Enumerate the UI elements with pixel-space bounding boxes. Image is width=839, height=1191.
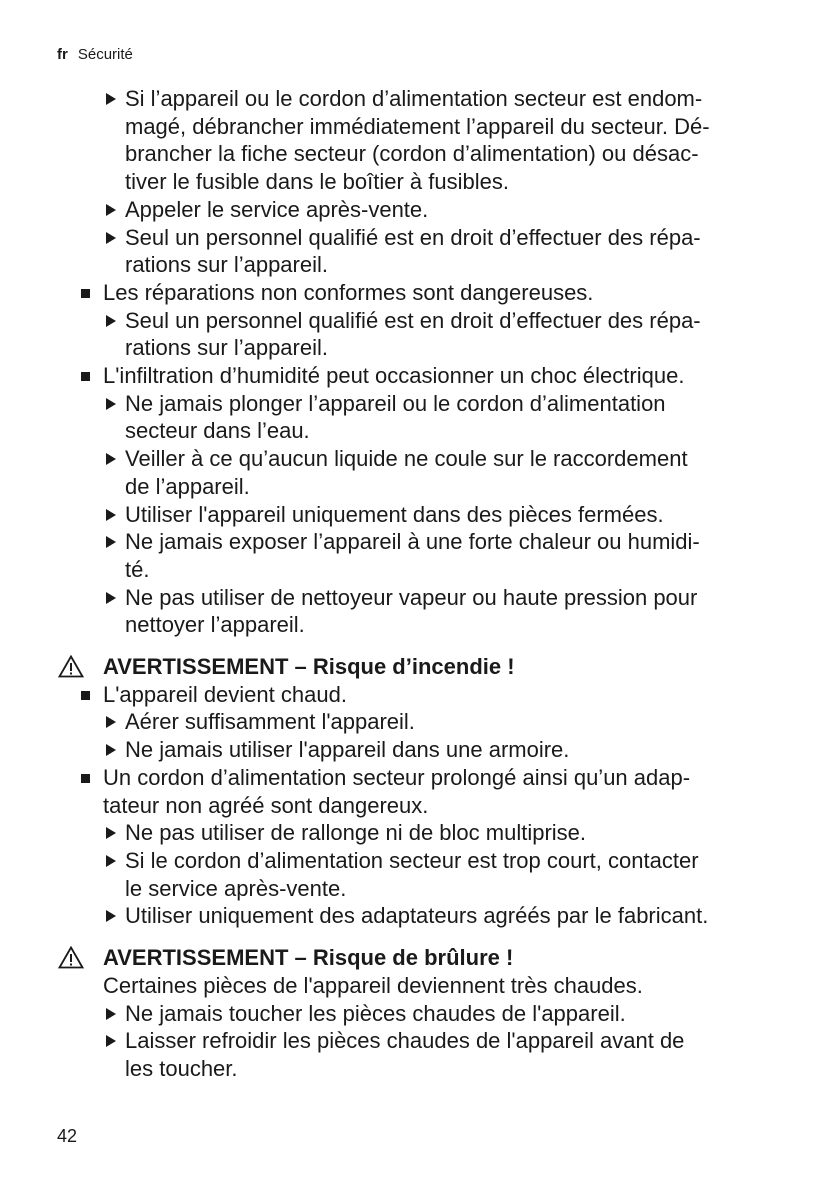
action-item: Laisser refroidir les pièces chaudes de l'appareil avant de — [0, 1027, 839, 1055]
action-item: Ne jamais plonger l’appareil ou le cordon d’alimentation — [0, 390, 839, 418]
arrow-bullet-icon — [106, 232, 116, 244]
warning-triangle-icon — [58, 946, 84, 969]
action-item: Ne pas utiliser de rallonge ni de bloc multiprise. — [0, 819, 839, 847]
arrow-bullet-icon — [106, 536, 116, 548]
action-item: Ne pas utiliser de nettoyeur vapeur ou haute pression pour — [0, 584, 839, 612]
square-bullet-icon — [81, 289, 90, 298]
action-item-cont: magé, débrancher immédiatement l’appareil du secteur. Dé- — [125, 113, 710, 139]
arrow-bullet-icon — [106, 509, 116, 521]
hazard-item: L'appareil devient chaud. — [0, 681, 839, 709]
arrow-bullet-icon — [106, 910, 116, 922]
action-item-cont: tiver le fusible dans le boîtier à fusibles. — [125, 169, 509, 195]
action-item: Aérer suffisamment l'appareil. — [0, 708, 839, 736]
action-item: Si l’appareil ou le cordon d’alimentation secteur est endom- — [0, 85, 839, 113]
arrow-bullet-icon — [106, 592, 116, 604]
action-item-cont: le service après-vente. — [125, 875, 347, 901]
action-item: Utiliser l'appareil uniquement dans des pièces fermées. — [0, 501, 839, 529]
square-bullet-icon — [81, 372, 90, 381]
action-item-cont: les toucher. — [125, 1055, 238, 1081]
action-item-cont: nettoyer l’appareil. — [125, 612, 305, 638]
language-label: fr — [57, 46, 68, 63]
action-item: Ne jamais utiliser l'appareil dans une armoire. — [0, 736, 839, 764]
action-item: Seul un personnel qualifié est en droit d’effectuer des répa- — [0, 307, 839, 335]
action-item: Utiliser uniquement des adaptateurs agréés par le fabricant. — [0, 902, 839, 930]
arrow-bullet-icon — [106, 453, 116, 465]
warning-triangle-icon — [58, 655, 84, 678]
action-item-cont: rations sur l’appareil. — [125, 335, 328, 361]
warning-intro: Certaines pièces de l'appareil deviennent très chaudes. — [103, 972, 643, 998]
arrow-bullet-icon — [106, 315, 116, 327]
action-item: Ne jamais toucher les pièces chaudes de l'appareil. — [0, 1000, 839, 1028]
action-item: Si le cordon d’alimentation secteur est trop court, contacter — [0, 847, 839, 875]
page-header — [57, 46, 133, 64]
warning-fire-heading: AVERTISSEMENT – Risque d’incendie ! — [0, 653, 839, 681]
safety-content — [0, 85, 839, 1083]
action-item: Ne jamais exposer l’appareil à une forte chaleur ou humidi- — [0, 528, 839, 556]
arrow-bullet-icon — [106, 1008, 116, 1020]
section-title: Sécurité — [77, 46, 133, 63]
square-bullet-icon — [81, 774, 90, 783]
action-item-cont: té. — [125, 556, 150, 582]
action-item: Appeler le service après-vente. — [0, 196, 839, 224]
arrow-bullet-icon — [106, 93, 116, 105]
arrow-bullet-icon — [106, 716, 116, 728]
action-item-cont: secteur dans l’eau. — [125, 418, 310, 444]
hazard-item: Les réparations non conformes sont dangereuses. — [0, 279, 839, 307]
action-item-cont: de l’appareil. — [125, 473, 250, 499]
arrow-bullet-icon — [106, 204, 116, 216]
action-item-cont: rations sur l’appareil. — [125, 252, 328, 278]
hazard-item: Un cordon d’alimentation secteur prolongé ainsi qu’un adap- — [0, 764, 839, 792]
hazard-item: L'infiltration d’humidité peut occasionner un choc électrique. — [0, 362, 839, 390]
action-item-cont: brancher la fiche secteur (cordon d’alimentation) ou désac- — [125, 141, 699, 167]
arrow-bullet-icon — [106, 398, 116, 410]
square-bullet-icon — [81, 691, 90, 700]
arrow-bullet-icon — [106, 827, 116, 839]
hazard-item-cont: tateur non agréé sont dangereux. — [103, 792, 429, 818]
warning-burn-heading: AVERTISSEMENT – Risque de brûlure ! — [0, 944, 839, 972]
page-number: 42 — [57, 1126, 78, 1146]
action-item: Seul un personnel qualifié est en droit d’effectuer des répa- — [0, 224, 839, 252]
arrow-bullet-icon — [106, 1035, 116, 1047]
arrow-bullet-icon — [106, 855, 116, 867]
arrow-bullet-icon — [106, 744, 116, 756]
action-item: Veiller à ce qu’aucun liquide ne coule sur le raccordement — [0, 445, 839, 473]
